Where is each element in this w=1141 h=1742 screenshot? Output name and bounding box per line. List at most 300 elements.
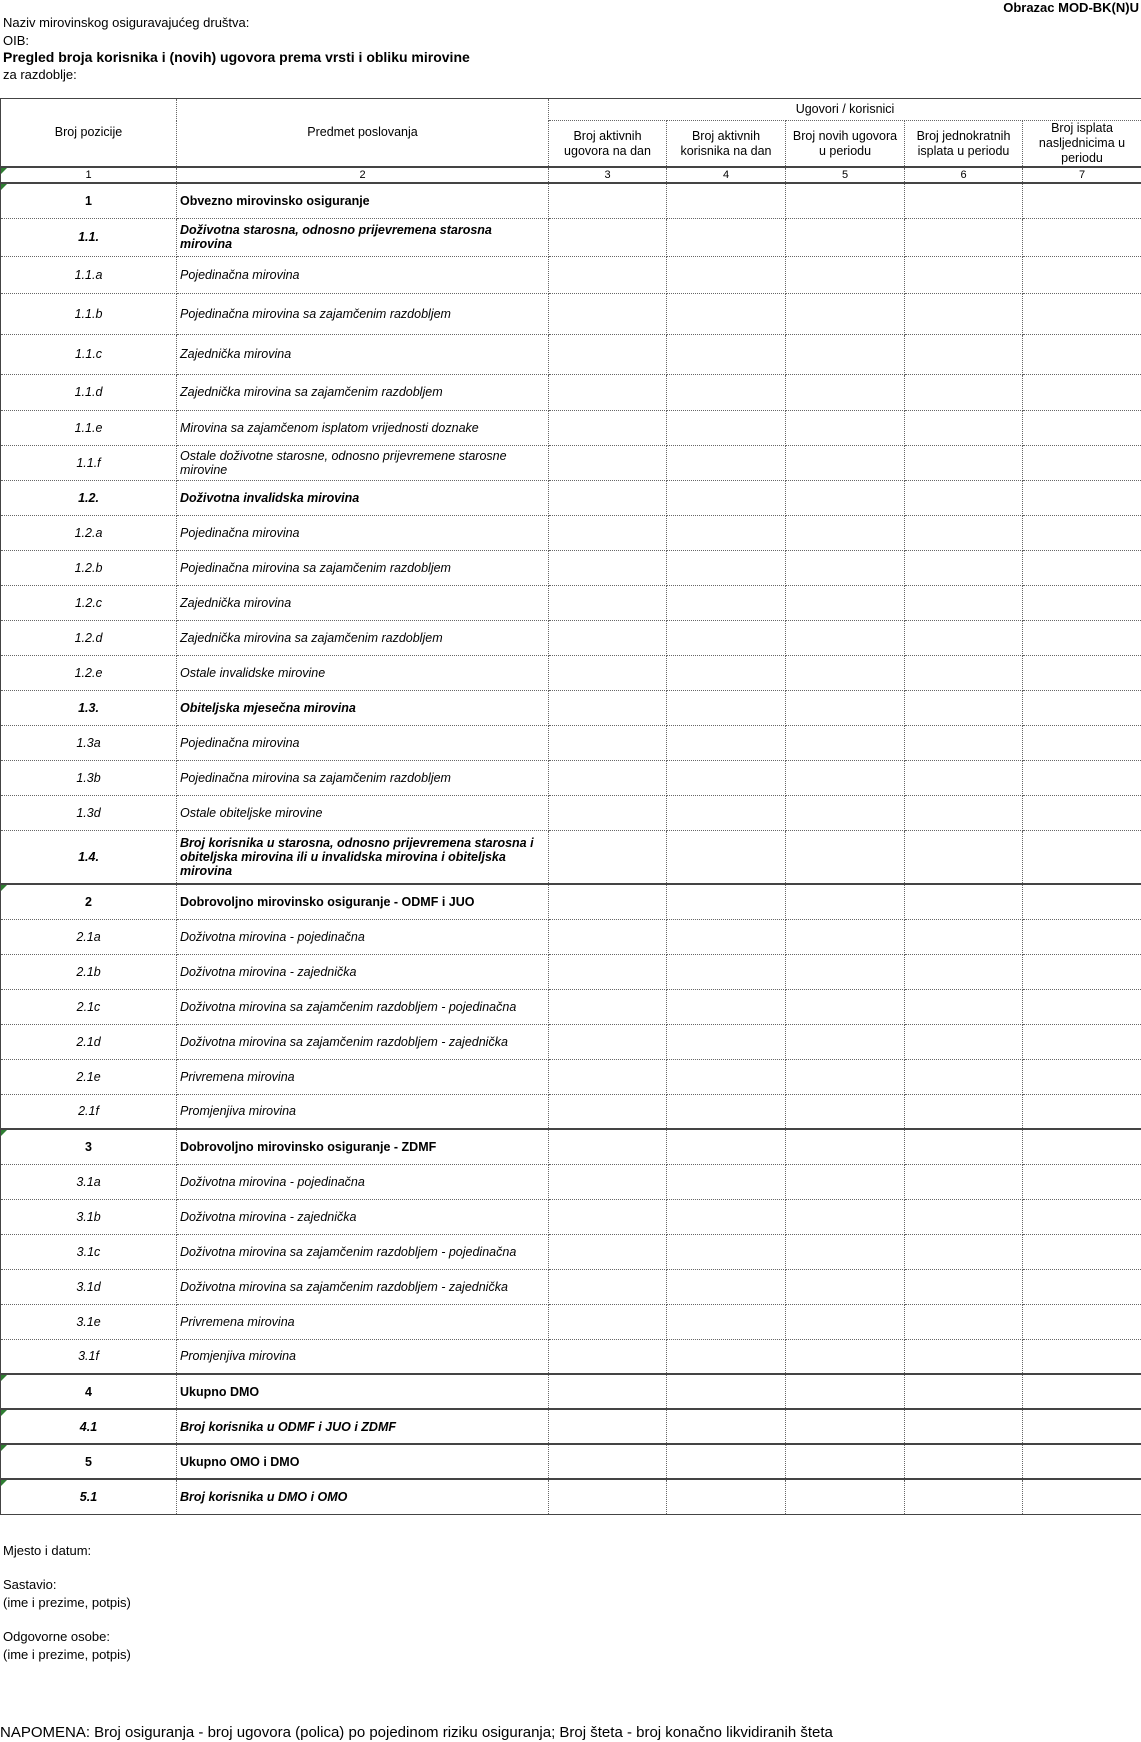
subject-cell: Doživotna mirovina sa zajamčenim razdobljem - zajednička (177, 1024, 549, 1059)
value-cell[interactable] (667, 1129, 786, 1164)
value-cell[interactable] (667, 1339, 786, 1374)
value-cell[interactable] (667, 1059, 786, 1094)
value-cell[interactable] (786, 989, 905, 1024)
value-cell[interactable] (1023, 410, 1141, 445)
value-cell[interactable] (1023, 1059, 1141, 1094)
value-cell[interactable] (667, 1304, 786, 1339)
table-row (1, 1024, 1141, 1059)
value-cell[interactable] (549, 760, 667, 795)
value-cell[interactable] (905, 1269, 1023, 1304)
value-cell[interactable] (786, 1269, 905, 1304)
subject-cell: Doživotna mirovina - zajednička (177, 1199, 549, 1234)
subject-cell: Obvezno mirovinsko osiguranje (177, 183, 549, 218)
subject-cell: Pojedinačna mirovina (177, 256, 549, 293)
value-cell[interactable] (905, 374, 1023, 410)
value-cell[interactable] (549, 480, 667, 515)
subject-cell: Doživotna invalidska mirovina (177, 480, 549, 515)
value-cell[interactable] (905, 1024, 1023, 1059)
position-cell: 1.2.d (1, 620, 177, 655)
table-row (1, 1374, 1141, 1409)
value-cell[interactable] (1023, 1409, 1141, 1444)
position-cell: 3.1d (1, 1269, 177, 1304)
subject-cell: Promjenjiva mirovina (177, 1094, 549, 1129)
value-cell[interactable] (786, 1444, 905, 1479)
position-cell: 2.1c (1, 989, 177, 1024)
value-cell[interactable] (786, 1304, 905, 1339)
value-cell[interactable] (667, 655, 786, 690)
value-cell[interactable] (786, 550, 905, 585)
position-cell: 1.4. (1, 830, 177, 884)
subject-cell: Dobrovoljno mirovinsko osiguranje - ODMF i JUO (177, 884, 549, 919)
table-row (1, 515, 1141, 550)
value-cell[interactable] (1023, 725, 1141, 760)
value-cell[interactable] (667, 410, 786, 445)
subject-cell: Zajednička mirovina (177, 334, 549, 374)
position-cell: 1.3d (1, 795, 177, 830)
subject-cell: Ostale doživotne starosne, odnosno prijevremene starosne mirovine (177, 445, 549, 480)
value-cell[interactable] (549, 1374, 667, 1409)
table-row (1, 1479, 1141, 1514)
value-cell[interactable] (667, 690, 786, 725)
value-cell[interactable] (905, 256, 1023, 293)
value-cell[interactable] (1023, 256, 1141, 293)
value-cell[interactable] (905, 410, 1023, 445)
col-header-subject: Predmet poslovanja (177, 99, 549, 168)
value-cell[interactable] (667, 795, 786, 830)
value-cell[interactable] (905, 795, 1023, 830)
value-cell[interactable] (667, 989, 786, 1024)
value-cell[interactable] (549, 1269, 667, 1304)
col-header: Broj novih ugovora u periodu (786, 121, 905, 168)
value-cell[interactable] (786, 655, 905, 690)
value-cell[interactable] (905, 585, 1023, 620)
value-cell[interactable] (667, 550, 786, 585)
position-cell: 1.3a (1, 725, 177, 760)
value-cell[interactable] (786, 1339, 905, 1374)
value-cell[interactable] (786, 1059, 905, 1094)
value-cell[interactable] (1023, 690, 1141, 725)
table-row (1, 620, 1141, 655)
value-cell[interactable] (905, 515, 1023, 550)
value-cell[interactable] (1023, 1024, 1141, 1059)
table-row (1, 550, 1141, 585)
value-cell[interactable] (905, 293, 1023, 334)
value-cell[interactable] (1023, 1304, 1141, 1339)
value-cell[interactable] (1023, 293, 1141, 334)
position-cell: 1.2. (1, 480, 177, 515)
table-row (1, 919, 1141, 954)
value-cell[interactable] (786, 884, 905, 919)
value-cell[interactable] (667, 1094, 786, 1129)
value-cell[interactable] (1023, 1269, 1141, 1304)
table-row (1, 1339, 1141, 1374)
position-cell: 2.1a (1, 919, 177, 954)
position-cell: 1.3b (1, 760, 177, 795)
value-cell[interactable] (905, 690, 1023, 725)
value-cell[interactable] (549, 954, 667, 989)
value-cell[interactable] (905, 1409, 1023, 1444)
position-cell: 5.1 (1, 1479, 177, 1514)
value-cell[interactable] (786, 515, 905, 550)
value-cell[interactable] (786, 690, 905, 725)
value-cell[interactable] (1023, 550, 1141, 585)
col-number: 4 (667, 167, 786, 183)
value-cell[interactable] (1023, 830, 1141, 884)
value-cell[interactable] (1023, 515, 1141, 550)
value-cell[interactable] (905, 884, 1023, 919)
place-date-label: Mjesto i datum: (3, 1543, 92, 1558)
value-cell[interactable] (1023, 620, 1141, 655)
value-cell[interactable] (549, 1059, 667, 1094)
value-cell[interactable] (549, 515, 667, 550)
value-cell[interactable] (1023, 1129, 1141, 1164)
subject-cell: Broj korisnika u ODMF i JUO i ZDMF (177, 1409, 549, 1444)
value-cell[interactable] (1023, 445, 1141, 480)
table-row (1, 725, 1141, 760)
col-number: 1 (1, 167, 177, 183)
position-cell: 1.1.f (1, 445, 177, 480)
value-cell[interactable] (549, 218, 667, 256)
position-cell: 1 (1, 183, 177, 218)
value-cell[interactable] (549, 1164, 667, 1199)
subject-cell: Ukupno DMO (177, 1374, 549, 1409)
table-row (1, 480, 1141, 515)
value-cell[interactable] (549, 1479, 667, 1514)
value-cell[interactable] (786, 1234, 905, 1269)
value-cell[interactable] (667, 218, 786, 256)
value-cell[interactable] (549, 1234, 667, 1269)
value-cell[interactable] (549, 550, 667, 585)
subject-cell: Broj korisnika u starosna, odnosno prijevremena starosna i obiteljska mirovina ili u invalidska mirovina i obiteljska mirovina (177, 830, 549, 884)
compiled-by-hint: (ime i prezime, potpis) (3, 1595, 131, 1610)
value-cell[interactable] (549, 1129, 667, 1164)
value-cell[interactable] (667, 334, 786, 374)
subject-cell: Doživotna mirovina sa zajamčenim razdobljem - pojedinačna (177, 989, 549, 1024)
responsible-hint: (ime i prezime, potpis) (3, 1647, 131, 1662)
value-cell[interactable] (1023, 480, 1141, 515)
value-cell[interactable] (1023, 585, 1141, 620)
value-cell[interactable] (905, 1164, 1023, 1199)
col-header-position: Broj pozicije (1, 99, 177, 168)
value-cell[interactable] (549, 620, 667, 655)
table-row (1, 256, 1141, 293)
position-cell: 3.1c (1, 1234, 177, 1269)
value-cell[interactable] (1023, 1164, 1141, 1199)
value-cell[interactable] (549, 1094, 667, 1129)
table-row (1, 760, 1141, 795)
value-cell[interactable] (667, 760, 786, 795)
value-cell[interactable] (786, 585, 905, 620)
value-cell[interactable] (786, 1479, 905, 1514)
value-cell[interactable] (905, 1444, 1023, 1479)
value-cell[interactable] (1023, 218, 1141, 256)
subject-cell: Mirovina sa zajamčenom isplatom vrijednosti doznake (177, 410, 549, 445)
col-number: 7 (1023, 167, 1141, 183)
value-cell[interactable] (905, 1339, 1023, 1374)
value-cell[interactable] (667, 1024, 786, 1059)
value-cell[interactable] (786, 1199, 905, 1234)
subject-cell: Pojedinačna mirovina (177, 515, 549, 550)
value-cell[interactable] (786, 480, 905, 515)
value-cell[interactable] (549, 445, 667, 480)
value-cell[interactable] (667, 1479, 786, 1514)
value-cell[interactable] (905, 1129, 1023, 1164)
value-cell[interactable] (1023, 1339, 1141, 1374)
value-cell[interactable] (786, 1024, 905, 1059)
position-cell: 3 (1, 1129, 177, 1164)
value-cell[interactable] (905, 655, 1023, 690)
value-cell[interactable] (905, 445, 1023, 480)
position-cell: 2.1e (1, 1059, 177, 1094)
table-row (1, 884, 1141, 919)
value-cell[interactable] (1023, 1479, 1141, 1514)
col-number: 5 (786, 167, 905, 183)
value-cell[interactable] (549, 585, 667, 620)
value-cell[interactable] (667, 585, 786, 620)
table-row (1, 690, 1141, 725)
value-cell[interactable] (667, 919, 786, 954)
value-cell[interactable] (786, 1129, 905, 1164)
value-cell[interactable] (1023, 1374, 1141, 1409)
value-cell[interactable] (549, 655, 667, 690)
value-cell[interactable] (667, 374, 786, 410)
position-cell: 3.1b (1, 1199, 177, 1234)
value-cell[interactable] (549, 334, 667, 374)
value-cell[interactable] (549, 1444, 667, 1479)
position-cell: 1.1.b (1, 293, 177, 334)
value-cell[interactable] (786, 919, 905, 954)
value-cell[interactable] (1023, 884, 1141, 919)
value-cell[interactable] (1023, 760, 1141, 795)
value-cell[interactable] (667, 1409, 786, 1444)
value-cell[interactable] (1023, 183, 1141, 218)
value-cell[interactable] (667, 183, 786, 218)
value-cell[interactable] (905, 218, 1023, 256)
subject-cell: Doživotna mirovina - pojedinačna (177, 1164, 549, 1199)
value-cell[interactable] (549, 1409, 667, 1444)
col-number: 3 (549, 167, 667, 183)
value-cell[interactable] (1023, 795, 1141, 830)
position-cell: 1.1.e (1, 410, 177, 445)
subject-cell: Doživotna mirovina sa zajamčenim razdobljem - zajednička (177, 1269, 549, 1304)
table-row (1, 445, 1141, 480)
value-cell[interactable] (786, 1094, 905, 1129)
value-cell[interactable] (786, 293, 905, 334)
value-cell[interactable] (905, 620, 1023, 655)
value-cell[interactable] (905, 1234, 1023, 1269)
subject-cell: Privremena mirovina (177, 1059, 549, 1094)
value-cell[interactable] (905, 1304, 1023, 1339)
value-cell[interactable] (549, 795, 667, 830)
footnote: NAPOMENA: Broj osiguranja - broj ugovora (polica) po pojedinom riziku osiguranja; Broj šteta - broj konačno likvidiranih šteta (0, 1724, 833, 1741)
value-cell[interactable] (667, 1199, 786, 1234)
value-cell[interactable] (667, 725, 786, 760)
subject-cell: Pojedinačna mirovina sa zajamčenim razdobljem (177, 293, 549, 334)
subject-cell: Zajednička mirovina sa zajamčenim razdobljem (177, 620, 549, 655)
col-header: Broj jednokratnih isplata u periodu (905, 121, 1023, 168)
value-cell[interactable] (905, 725, 1023, 760)
value-cell[interactable] (667, 954, 786, 989)
column-number-row (1, 167, 1141, 183)
position-cell: 1.1. (1, 218, 177, 256)
subject-cell: Promjenjiva mirovina (177, 1339, 549, 1374)
value-cell[interactable] (905, 830, 1023, 884)
value-cell[interactable] (549, 725, 667, 760)
value-cell[interactable] (549, 183, 667, 218)
value-cell[interactable] (905, 334, 1023, 374)
value-cell[interactable] (667, 515, 786, 550)
position-cell: 1.2.e (1, 655, 177, 690)
value-cell[interactable] (1023, 954, 1141, 989)
value-cell[interactable] (786, 830, 905, 884)
value-cell[interactable] (786, 1374, 905, 1409)
value-cell[interactable] (786, 760, 905, 795)
value-cell[interactable] (905, 1094, 1023, 1129)
subject-cell: Ostale invalidske mirovine (177, 655, 549, 690)
value-cell[interactable] (549, 293, 667, 334)
value-cell[interactable] (1023, 989, 1141, 1024)
subject-cell: Pojedinačna mirovina (177, 725, 549, 760)
position-cell: 1.2.c (1, 585, 177, 620)
value-cell[interactable] (786, 374, 905, 410)
table-row (1, 334, 1141, 374)
value-cell[interactable] (549, 1339, 667, 1374)
value-cell[interactable] (786, 954, 905, 989)
compiled-by-label: Sastavio: (3, 1577, 57, 1592)
value-cell[interactable] (549, 830, 667, 884)
value-cell[interactable] (1023, 1444, 1141, 1479)
value-cell[interactable] (667, 256, 786, 293)
value-cell[interactable] (905, 550, 1023, 585)
form-code: Obrazac MOD-BK(N)U (1003, 0, 1139, 15)
value-cell[interactable] (786, 410, 905, 445)
value-cell[interactable] (1023, 1199, 1141, 1234)
value-cell[interactable] (905, 954, 1023, 989)
value-cell[interactable] (667, 1234, 786, 1269)
value-cell[interactable] (786, 218, 905, 256)
position-cell: 2.1d (1, 1024, 177, 1059)
value-cell[interactable] (549, 410, 667, 445)
value-cell[interactable] (1023, 1234, 1141, 1269)
position-cell: 4.1 (1, 1409, 177, 1444)
col-header: Broj isplata nasljednicima u periodu (1023, 121, 1141, 168)
value-cell[interactable] (1023, 655, 1141, 690)
value-cell[interactable] (667, 884, 786, 919)
value-cell[interactable] (667, 293, 786, 334)
value-cell[interactable] (905, 1059, 1023, 1094)
subject-cell: Doživotna mirovina - zajednička (177, 954, 549, 989)
value-cell[interactable] (786, 620, 905, 655)
value-cell[interactable] (905, 989, 1023, 1024)
table-row (1, 1164, 1141, 1199)
col-number: 6 (905, 167, 1023, 183)
col-header: Broj aktivnih ugovora na dan (549, 121, 667, 168)
value-cell[interactable] (905, 1199, 1023, 1234)
value-cell[interactable] (1023, 334, 1141, 374)
subject-cell: Obiteljska mjesečna mirovina (177, 690, 549, 725)
value-cell[interactable] (667, 480, 786, 515)
value-cell[interactable] (905, 1374, 1023, 1409)
value-cell[interactable] (549, 1304, 667, 1339)
table-row (1, 293, 1141, 334)
value-cell[interactable] (667, 1269, 786, 1304)
subject-cell: Broj korisnika u DMO i OMO (177, 1479, 549, 1514)
page-title: Pregled broja korisnika i (novih) ugovora prema vrsti i obliku mirovine (3, 49, 470, 65)
value-cell[interactable] (1023, 374, 1141, 410)
value-cell[interactable] (786, 725, 905, 760)
table-row (1, 410, 1141, 445)
position-cell: 5 (1, 1444, 177, 1479)
value-cell[interactable] (549, 256, 667, 293)
value-cell[interactable] (786, 795, 905, 830)
value-cell[interactable] (905, 919, 1023, 954)
responsible-label: Odgovorne osobe: (3, 1629, 110, 1644)
subject-cell: Pojedinačna mirovina sa zajamčenim razdobljem (177, 550, 549, 585)
position-cell: 1.3. (1, 690, 177, 725)
value-cell[interactable] (667, 445, 786, 480)
position-cell: 1.2.b (1, 550, 177, 585)
value-cell[interactable] (905, 183, 1023, 218)
position-cell: 1.1.a (1, 256, 177, 293)
table-row (1, 218, 1141, 256)
value-cell[interactable] (786, 1409, 905, 1444)
report-table (0, 98, 1141, 1515)
table-row (1, 795, 1141, 830)
position-cell: 4 (1, 1374, 177, 1409)
table-row (1, 1409, 1141, 1444)
value-cell[interactable] (905, 760, 1023, 795)
value-cell[interactable] (786, 256, 905, 293)
value-cell[interactable] (667, 620, 786, 655)
table-row (1, 374, 1141, 410)
table-row (1, 1269, 1141, 1304)
value-cell[interactable] (786, 1164, 905, 1199)
value-cell[interactable] (549, 884, 667, 919)
value-cell[interactable] (786, 445, 905, 480)
value-cell[interactable] (905, 1479, 1023, 1514)
table-row (1, 183, 1141, 218)
position-cell: 2.1b (1, 954, 177, 989)
subject-cell: Dobrovoljno mirovinsko osiguranje - ZDMF (177, 1129, 549, 1164)
table-row (1, 1059, 1141, 1094)
value-cell[interactable] (549, 919, 667, 954)
value-cell[interactable] (667, 1374, 786, 1409)
value-cell[interactable] (667, 830, 786, 884)
table-row (1, 1199, 1141, 1234)
table-row (1, 954, 1141, 989)
position-cell: 3.1f (1, 1339, 177, 1374)
subject-cell: Doživotna mirovina sa zajamčenim razdobljem - pojedinačna (177, 1234, 549, 1269)
subject-cell: Privremena mirovina (177, 1304, 549, 1339)
subject-cell: Pojedinačna mirovina sa zajamčenim razdobljem (177, 760, 549, 795)
value-cell[interactable] (667, 1444, 786, 1479)
value-cell[interactable] (549, 1024, 667, 1059)
col-group-header: Ugovori / korisnici (549, 99, 1141, 121)
value-cell[interactable] (1023, 1094, 1141, 1129)
col-number: 2 (177, 167, 549, 183)
value-cell[interactable] (667, 1164, 786, 1199)
value-cell[interactable] (1023, 919, 1141, 954)
value-cell[interactable] (549, 374, 667, 410)
value-cell[interactable] (786, 334, 905, 374)
value-cell[interactable] (549, 690, 667, 725)
value-cell[interactable] (549, 989, 667, 1024)
value-cell[interactable] (786, 183, 905, 218)
value-cell[interactable] (905, 480, 1023, 515)
company-name-label: Naziv mirovinskog osiguravajućeg društva: (3, 15, 250, 30)
table-row (1, 655, 1141, 690)
value-cell[interactable] (549, 1199, 667, 1234)
